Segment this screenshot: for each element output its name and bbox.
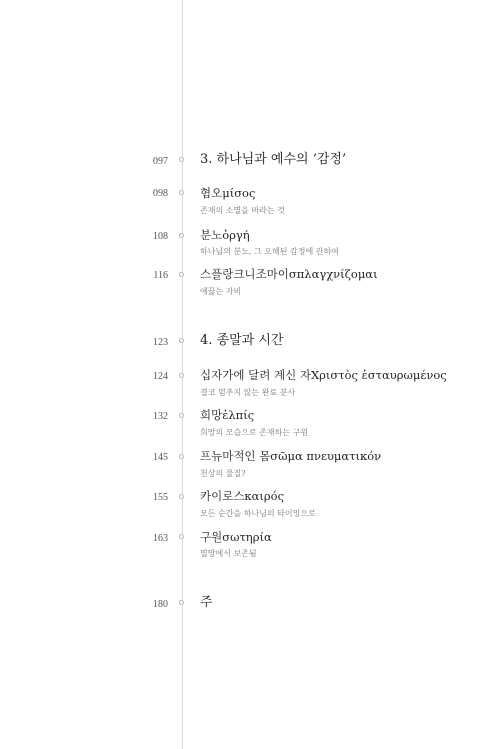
entry-subtitle: 멸망에서 보존됨 xyxy=(200,549,257,558)
entry-title[interactable]: 프뉴마적인 몸σῶμα πνευματικόν xyxy=(200,449,382,463)
entry-title[interactable]: 카이로스καιρός xyxy=(200,489,285,503)
bullet-dot xyxy=(179,157,184,162)
entry-page-number: 155 xyxy=(153,492,168,503)
bullet-dot xyxy=(179,534,184,539)
bullet-dot xyxy=(179,190,184,195)
entry-title[interactable]: 희망ἐλπίς xyxy=(200,408,255,422)
entry-page-number: 124 xyxy=(153,371,168,382)
entry-subtitle: 희망의 모습으로 존재하는 구원 xyxy=(200,428,309,437)
section-page-number: 180 xyxy=(153,599,168,610)
bullet-dot xyxy=(179,233,184,238)
entry-page-number: 163 xyxy=(153,533,168,544)
entry-page-number: 145 xyxy=(153,452,168,463)
entry-subtitle: 존재의 소멸을 바라는 것 xyxy=(200,206,285,215)
entry-page-number: 132 xyxy=(153,411,168,422)
section-title[interactable]: 3. 하나님과 예수의 ‘감정’ xyxy=(200,152,347,167)
bullet-dot xyxy=(179,413,184,418)
entry-subtitle: 천상의 물질? xyxy=(200,469,246,478)
entry-page-number: 116 xyxy=(153,270,168,281)
bullet-dot xyxy=(179,600,184,605)
entry-page-number: 108 xyxy=(153,231,168,242)
entry-title[interactable]: 혐오μίσος xyxy=(200,186,256,200)
entry-title[interactable]: 십자가에 달려 계신 자Χριστὸς ἐσταυρωμένος xyxy=(200,368,447,382)
section-title[interactable]: 4. 종말과 시간 xyxy=(200,333,284,348)
bullet-dot xyxy=(179,272,184,277)
section-title[interactable]: 주 xyxy=(200,595,213,610)
entry-page-number: 098 xyxy=(153,188,168,199)
section-page-number: 123 xyxy=(153,337,168,348)
entry-subtitle: 모든 순간을 하나님의 타이밍으로 xyxy=(200,509,316,518)
bullet-dot xyxy=(179,454,184,459)
bullet-dot xyxy=(179,373,184,378)
entry-subtitle: 결코 멈추지 않는 완료 분사 xyxy=(200,388,296,397)
entry-title[interactable]: 분노ὀργή xyxy=(200,228,250,242)
bullet-dot xyxy=(179,338,184,343)
entry-title[interactable]: 구원σωτηρία xyxy=(200,530,272,544)
section-page-number: 097 xyxy=(153,156,168,167)
bullet-dot xyxy=(179,494,184,499)
entry-subtitle: 애끓는 자비 xyxy=(200,287,242,296)
entry-title[interactable]: 스플랑크니조마이σπλαγχνίζομαι xyxy=(200,267,378,281)
entry-subtitle: 하나님의 분노, 그 오해된 감정에 관하여 xyxy=(200,247,339,256)
